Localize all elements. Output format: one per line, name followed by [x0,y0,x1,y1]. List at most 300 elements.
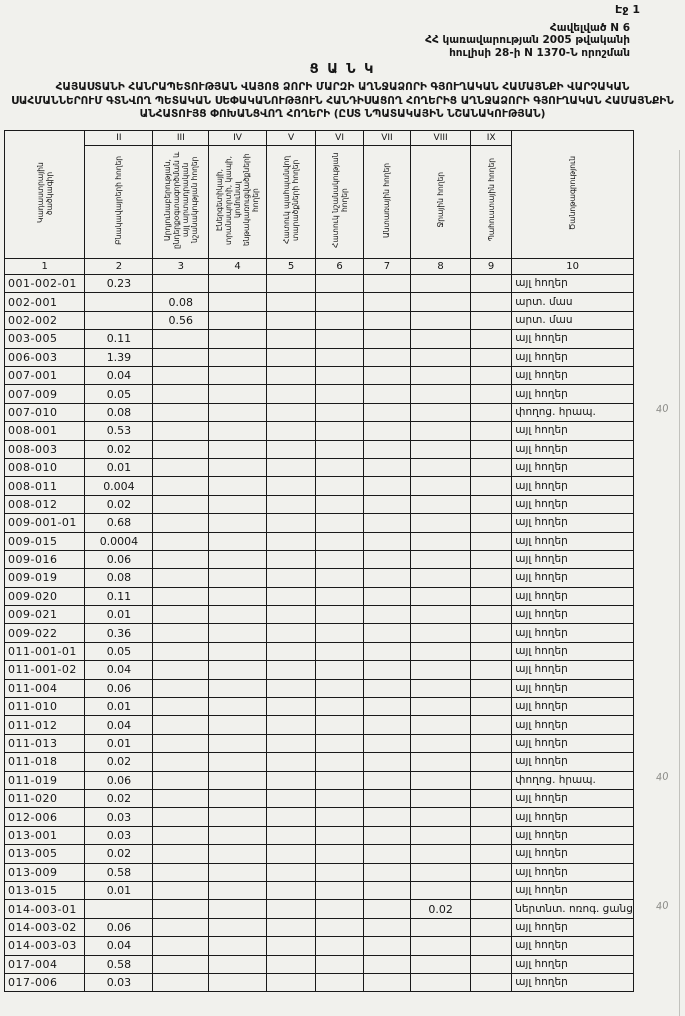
value-cell-col9 [471,973,512,991]
table-row [5,771,634,789]
table-row [5,495,634,513]
value-cell-col8 [411,422,471,440]
value-cell-col4 [209,330,267,348]
table-row [5,753,634,771]
value-cell-col3 [153,422,209,440]
value-cell-col5 [266,514,315,532]
value-cell-col9 [471,845,512,863]
value-cell-col8 [411,789,471,807]
value-cell-col2: 0.06 [85,918,153,936]
roman-numeral: V [266,131,315,146]
value-cell-col7 [363,311,410,329]
value-cell-col7 [363,348,410,366]
value-cell-col5 [266,330,315,348]
value-cell-col9 [471,716,512,734]
value-cell-col2: 0.04 [85,937,153,955]
note-cell: այլ հողեր [512,348,634,366]
value-cell-col5 [266,900,315,918]
value-cell-col6 [316,495,363,513]
value-cell-col6 [316,900,363,918]
value-cell-col2: 0.53 [85,422,153,440]
value-cell-col6 [316,845,363,863]
value-cell-col8 [411,458,471,476]
value-cell-col7 [363,569,410,587]
value-cell-col9 [471,642,512,660]
value-cell-col9 [471,403,512,421]
value-cell-col4 [209,606,267,624]
value-cell-col5 [266,716,315,734]
note-cell: այլ հողեր [512,587,634,605]
column-header-cadastral-code [5,131,85,259]
value-cell-col7 [363,918,410,936]
value-cell-col5 [266,734,315,752]
value-cell-col7 [363,734,410,752]
value-cell-col9 [471,293,512,311]
value-cell-col3 [153,808,209,826]
value-cell-col2: 0.01 [85,698,153,716]
value-cell-col6 [316,808,363,826]
value-cell-col7 [363,679,410,697]
value-cell-col4 [209,918,267,936]
table-row [5,661,634,679]
value-cell-col7 [363,826,410,844]
value-cell-col3 [153,753,209,771]
value-cell-col9 [471,569,512,587]
table-body [5,275,634,992]
column-header-settlement-lands [85,146,153,259]
value-cell-col3 [153,771,209,789]
value-cell-col4 [209,569,267,587]
value-cell-col3 [153,514,209,532]
value-cell-col2: 0.02 [85,753,153,771]
cadastral-code-cell: 009-016 [5,550,85,568]
value-cell-col5 [266,311,315,329]
value-cell-col8 [411,532,471,550]
value-cell-col2: 0.04 [85,716,153,734]
value-cell-col4 [209,808,267,826]
value-cell-col6 [316,440,363,458]
value-cell-col6 [316,734,363,752]
value-cell-col4 [209,624,267,642]
value-cell-col8 [411,367,471,385]
value-cell-col5 [266,403,315,421]
value-cell-col9 [471,734,512,752]
value-cell-col9 [471,477,512,495]
table-row [5,808,634,826]
value-cell-col8: 0.02 [411,900,471,918]
table-row [5,826,634,844]
note-cell: արտ. մաս [512,311,634,329]
value-cell-col8 [411,937,471,955]
value-cell-col9 [471,532,512,550]
value-cell-col6 [316,955,363,973]
value-cell-col5 [266,679,315,697]
cadastral-code-cell: 011-001-02 [5,661,85,679]
value-cell-col8 [411,348,471,366]
note-cell: այլ հողեր [512,845,634,863]
value-cell-col7 [363,937,410,955]
value-cell-col2: 0.06 [85,550,153,568]
value-cell-col8 [411,569,471,587]
value-cell-col9 [471,698,512,716]
cadastral-code-cell: 008-012 [5,495,85,513]
value-cell-col5 [266,771,315,789]
scan-edge-line [679,150,680,1016]
value-cell-col8 [411,330,471,348]
value-cell-col7 [363,422,410,440]
note-cell: այլ հողեր [512,808,634,826]
cadastral-code-cell: 017-006 [5,973,85,991]
note-cell: այլ հողեր [512,863,634,881]
annex-line-1: Հավելված N 6 [549,22,630,34]
value-cell-col4 [209,550,267,568]
cadastral-code-cell: 002-001 [5,293,85,311]
roman-numeral: IX [471,131,512,146]
value-cell-col7 [363,275,410,293]
cadastral-code-cell: 017-004 [5,955,85,973]
value-cell-col9 [471,422,512,440]
value-cell-col5 [266,642,315,660]
value-cell-col6 [316,532,363,550]
value-cell-col2: 0.01 [85,881,153,899]
note-cell: այլ հողեր [512,955,634,973]
note-cell: այլ հողեր [512,495,634,513]
note-cell: այլ հողեր [512,477,634,495]
value-cell-col6 [316,918,363,936]
value-cell-col7 [363,698,410,716]
value-cell-col7 [363,863,410,881]
column-number: 10 [512,259,634,275]
value-cell-col8 [411,863,471,881]
value-cell-col2: 0.06 [85,679,153,697]
column-number: 1 [5,259,85,275]
value-cell-col5 [266,606,315,624]
value-cell-col3 [153,495,209,513]
column-header-reserve-lands [471,146,512,259]
note-cell: այլ հողեր [512,937,634,955]
cadastral-code-cell: 011-020 [5,789,85,807]
note-cell: այլ հողեր [512,624,634,642]
value-cell-col2: 0.08 [85,569,153,587]
column-number: 7 [363,259,410,275]
table-row [5,698,634,716]
column-header-text: Ջրային հողեր [436,172,446,228]
note-cell: այլ հողեր [512,275,634,293]
value-cell-col9 [471,606,512,624]
table-row [5,569,634,587]
value-cell-col3 [153,348,209,366]
value-cell-col3 [153,587,209,605]
note-cell: այլ հողեր [512,385,634,403]
column-header-text: Ծանոթագրություն [568,155,578,231]
value-cell-col7 [363,624,410,642]
handwritten-margin-mark: 40 [655,899,670,913]
column-header-text: Բնակավայրերի հողեր [114,155,124,245]
value-cell-col3 [153,330,209,348]
cadastral-code-cell: 013-015 [5,881,85,899]
value-cell-col3 [153,458,209,476]
value-cell-col6 [316,348,363,366]
value-cell-col8 [411,550,471,568]
note-cell: այլ հողեր [512,789,634,807]
value-cell-col2: 0.03 [85,826,153,844]
value-cell-col9 [471,385,512,403]
value-cell-col8 [411,385,471,403]
value-cell-col2: 0.0004 [85,532,153,550]
value-cell-col4 [209,385,267,403]
value-cell-col5 [266,275,315,293]
note-cell: այլ հողեր [512,881,634,899]
column-header-water-lands [411,146,471,259]
value-cell-col8 [411,734,471,752]
value-cell-col7 [363,606,410,624]
note-cell: այլ հողեր [512,440,634,458]
value-cell-col6 [316,716,363,734]
table-row [5,973,634,991]
value-cell-col6 [316,679,363,697]
table-row [5,477,634,495]
value-cell-col8 [411,826,471,844]
column-number: 2 [85,259,153,275]
note-cell: այլ հողեր [512,753,634,771]
cadastral-code-cell: 006-003 [5,348,85,366]
value-cell-col9 [471,440,512,458]
column-number: 6 [316,259,363,275]
note-cell: այլ հողեր [512,569,634,587]
table-row [5,550,634,568]
table-row [5,624,634,642]
table-row [5,863,634,881]
value-cell-col3 [153,955,209,973]
note-cell: այլ հողեր [512,698,634,716]
value-cell-col5 [266,495,315,513]
value-cell-col3 [153,698,209,716]
land-parcels-table [4,130,634,992]
value-cell-col6 [316,771,363,789]
value-cell-col6 [316,661,363,679]
value-cell-col8 [411,698,471,716]
column-header-forest-lands [363,146,410,259]
roman-numeral: VII [363,131,410,146]
value-cell-col4 [209,900,267,918]
note-cell: այլ հողեր [512,532,634,550]
value-cell-col7 [363,403,410,421]
value-cell-col5 [266,863,315,881]
value-cell-col6 [316,881,363,899]
value-cell-col5 [266,661,315,679]
value-cell-col2: 0.01 [85,458,153,476]
value-cell-col5 [266,753,315,771]
column-header-text: Անտառային հողեր [382,162,392,238]
value-cell-col5 [266,422,315,440]
handwritten-margin-mark: 40 [655,403,670,417]
value-cell-col9 [471,495,512,513]
annex-header [0,0,685,59]
value-cell-col4 [209,698,267,716]
value-cell-col6 [316,458,363,476]
cadastral-code-cell: 013-009 [5,863,85,881]
value-cell-col6 [316,937,363,955]
note-cell: այլ հողեր [512,458,634,476]
value-cell-col6 [316,311,363,329]
roman-numeral: III [153,131,209,146]
value-cell-col8 [411,845,471,863]
value-cell-col8 [411,753,471,771]
value-cell-col3 [153,385,209,403]
value-cell-col7 [363,293,410,311]
value-cell-col2: 0.23 [85,275,153,293]
value-cell-col6 [316,275,363,293]
page-number: Էջ 1 [615,3,640,16]
column-header-text: Կադաստրային ծածկագիր [35,162,54,224]
table-row [5,275,634,293]
value-cell-col6 [316,789,363,807]
value-cell-col9 [471,661,512,679]
value-cell-col3: 0.08 [153,293,209,311]
value-cell-col7 [363,753,410,771]
value-cell-col4 [209,532,267,550]
value-cell-col5 [266,367,315,385]
value-cell-col2: 0.004 [85,477,153,495]
value-cell-col8 [411,624,471,642]
value-cell-col8 [411,642,471,660]
handwritten-margin-mark: 40 [655,771,670,784]
table-row [5,845,634,863]
value-cell-col3 [153,550,209,568]
value-cell-col4 [209,826,267,844]
value-cell-col2: 0.11 [85,587,153,605]
table-row [5,606,634,624]
value-cell-col2: 0.01 [85,734,153,752]
cadastral-code-cell: 007-010 [5,403,85,421]
value-cell-col3 [153,477,209,495]
value-cell-col4 [209,440,267,458]
value-cell-col9 [471,587,512,605]
value-cell-col2: 0.04 [85,661,153,679]
table-row [5,440,634,458]
table-row [5,311,634,329]
column-header-text: Հատուկ նշանակության հողեր [330,152,349,248]
column-header-text: Արդյունաբերության, ընդերքօգտագործման և այլ արտադրական նշանակության հողեր [162,151,199,249]
roman-numeral-row [5,131,634,146]
value-cell-col5 [266,937,315,955]
value-cell-col5 [266,532,315,550]
value-cell-col7 [363,495,410,513]
value-cell-col6 [316,698,363,716]
table-row [5,716,634,734]
value-cell-col9 [471,771,512,789]
cadastral-code-cell: 011-010 [5,698,85,716]
column-number: 3 [153,259,209,275]
cadastral-code-cell: 003-005 [5,330,85,348]
value-cell-col2 [85,293,153,311]
note-cell: այլ հողեր [512,973,634,991]
value-cell-col8 [411,955,471,973]
value-cell-col9 [471,458,512,476]
value-cell-col5 [266,918,315,936]
value-cell-col9 [471,275,512,293]
cadastral-code-cell: 013-005 [5,845,85,863]
value-cell-col3 [153,367,209,385]
value-cell-col8 [411,514,471,532]
column-header-note [512,131,634,259]
note-cell: այլ հողեր [512,330,634,348]
value-cell-col8 [411,311,471,329]
value-cell-col4 [209,753,267,771]
value-cell-col2: 0.58 [85,955,153,973]
value-cell-col4 [209,679,267,697]
value-cell-col6 [316,569,363,587]
note-cell: այլ հողեր [512,826,634,844]
note-cell: այլ հողեր [512,679,634,697]
cadastral-code-cell: 014-003-02 [5,918,85,936]
value-cell-col7 [363,661,410,679]
table-row [5,422,634,440]
value-cell-col2: 0.02 [85,789,153,807]
note-cell: այլ հողեր [512,606,634,624]
value-cell-col7 [363,642,410,660]
value-cell-col4 [209,587,267,605]
value-cell-col3 [153,881,209,899]
value-cell-col8 [411,661,471,679]
value-cell-col2: 0.03 [85,808,153,826]
value-cell-col3 [153,826,209,844]
value-cell-col4 [209,514,267,532]
value-cell-col7 [363,550,410,568]
roman-numeral: II [85,131,153,146]
note-cell: ներտնտ. ոռոգ. ցանց [512,900,634,918]
value-cell-col8 [411,881,471,899]
value-cell-col6 [316,367,363,385]
value-cell-col3 [153,606,209,624]
table-row [5,937,634,955]
value-cell-col8 [411,918,471,936]
cadastral-code-cell: 008-001 [5,422,85,440]
table-row [5,881,634,899]
cadastral-code-cell: 007-009 [5,385,85,403]
value-cell-col5 [266,550,315,568]
table-row [5,734,634,752]
value-cell-col3: 0.56 [153,311,209,329]
document-subtitle: ՀԱՅԱՍՏԱՆԻ ՀԱՆՐԱՊԵՏՈՒԹՅԱՆ ՎԱՅՈՑ ՁՈՐԻ ՄԱՐԶԻ ԱՂՆՋԱՁՈՐԻ ԳՅՈՒՂԱԿԱՆ ՀԱՄԱՅՆՔԻ ՎԱՐՉԱԿԱՆ ՍԱՀՄԱՆՆԵՐՈՒՄ ԳՏՆՎՈՂ ՊԵՏԱԿԱՆ ՍԵՓԱԿԱՆՈՒԹՅՈՒՆ ՀԱՆԴԻՍԱՑՈՂ ՀՈՂԵՐԻՑ ԱՂՆՋԱՁՈՐԻ ԳՅՈՒՂԱԿԱՆ ՀԱՄԱՅՆՔԻՆ ԱՆՀԱՏՈՒՅՑ ՓՈԽԱՆՑՎՈՂ ՀՈՂԵՐԻ (ԸՍՏ ՆՊԱՏԱԿԱՅԻՆ ՆՇԱՆԱԿՈՒԹՅԱՆ) [11,81,674,121]
value-cell-col3 [153,789,209,807]
value-cell-col4 [209,422,267,440]
value-cell-col5 [266,440,315,458]
value-cell-col4 [209,863,267,881]
value-cell-col6 [316,606,363,624]
value-cell-col8 [411,771,471,789]
table-row [5,458,634,476]
value-cell-col5 [266,458,315,476]
column-header-infrastructure-lands [209,146,267,259]
value-cell-col9 [471,881,512,899]
value-cell-col7 [363,771,410,789]
value-cell-col3 [153,973,209,991]
value-cell-col5 [266,973,315,991]
value-cell-col6 [316,422,363,440]
value-cell-col8 [411,293,471,311]
annex-line-3: հուլիսի 28-ի N 1370-Ն որոշման [449,46,630,59]
value-cell-col9 [471,937,512,955]
value-cell-col3 [153,642,209,660]
value-cell-col4 [209,845,267,863]
value-cell-col8 [411,587,471,605]
value-cell-col2: 0.08 [85,403,153,421]
value-cell-col7 [363,955,410,973]
value-cell-col5 [266,569,315,587]
table-row [5,514,634,532]
table-row [5,367,634,385]
